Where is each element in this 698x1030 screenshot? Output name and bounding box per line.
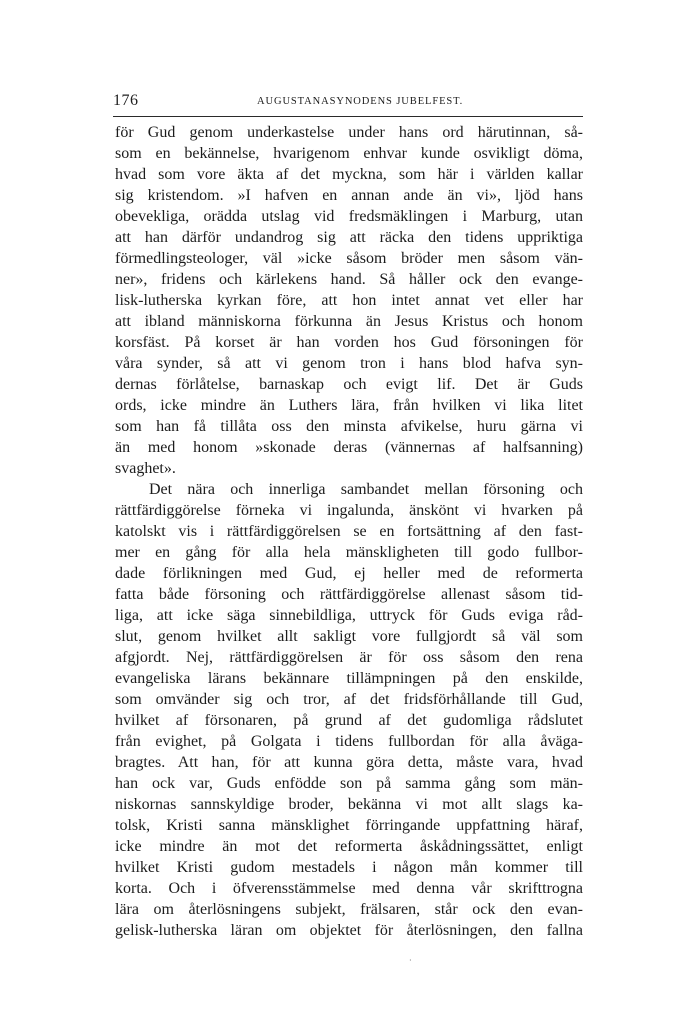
text-line: dade förlikningen med Gud, ej heller med de reformerta [115, 565, 583, 582]
text-line: katolskt vis i rättfärdiggörelsen se en fortsättning af den fast- [115, 523, 583, 540]
text-line: förmedlingsteologer, väl »icke såsom bröder men såsom vän- [115, 250, 583, 267]
text-line: dernas förlåtelse, barnaskap och evigt lif. Det är Guds [115, 376, 583, 393]
text-line: ner», fridens och kärlekens hand. Så håller ock den evange- [115, 271, 583, 288]
text-line: slut, genom hvilket allt sakligt vore fullgjordt så väl som [115, 628, 583, 645]
text-line: att ibland människorna förkunna än Jesus Kristus och honom [115, 313, 583, 330]
text-line: obevekliga, orädda utslag vid fredsmäklingen i Marburg, utan [115, 208, 583, 225]
text-line: att han därför undandrog sig att räcka den tidens uppriktiga [115, 229, 583, 246]
text-line: han ock var, Guds enfödde son på samma gång som män- [115, 775, 583, 792]
text-line: liga, att icke säga sinnebildliga, uttryck för Guds eviga råd- [115, 607, 583, 624]
text-line: som en bekännelse, hvarigenom enhvar kunde osvikligt döma, [115, 145, 583, 162]
text-line: bragtes. Att han, för att kunna göra detta, måste vara, hvad [115, 754, 583, 771]
text-line: svaghet». [115, 460, 176, 477]
text-line: korta. Och i öfverensstämmelse med denna vår skrifttrogna [115, 880, 583, 897]
text-line: än med honom »skonade deras (vännernas af halfsanning) [115, 439, 583, 456]
text-line: sig kristendom. »I hafven en annan ande än vi», ljöd hans [115, 187, 583, 204]
printer-mark: · [409, 956, 412, 965]
text-line: afgjordt. Nej, rättfärdiggörelsen är för oss såsom den rena [115, 649, 583, 666]
text-line: icke mindre än mot det reformerta åskådningssättet, enligt [115, 838, 583, 855]
page-number: 176 [113, 92, 139, 109]
text-line: för Gud genom underkastelse under hans ord härutinnan, så- [115, 124, 583, 141]
text-line: ords, icke mindre än Luthers lära, från hvilken vi lika litet [115, 397, 583, 414]
text-line: Det nära och innerliga sambandet mellan försoning och [149, 481, 583, 498]
text-line: hvilket Kristi gudom mestadels i någon mån kommer till [115, 859, 583, 876]
text-line: tolsk, Kristi sanna mänsklighet förringande uppfattning häraf, [115, 817, 583, 834]
text-line: evangeliska lärans bekännare tillämpningen på den enskilde, [115, 670, 583, 687]
running-head [113, 92, 583, 114]
text-line: lära om återlösningens subjekt, frälsaren, står ock den evan- [115, 901, 583, 918]
text-line: hvad som vore äkta af det myckna, som här i världen kallar [115, 166, 583, 183]
running-title: AUGUSTANASYNODENS JUBELFEST. [257, 96, 464, 107]
text-line: rättfärdiggörelse förneka vi ingalunda, änskönt vi hvarken på [115, 502, 583, 519]
body-text [115, 122, 583, 941]
text-line: gelisk-lutherska läran om objektet för återlösningen, den fallna [115, 922, 583, 939]
text-line: mer en gång för alla hela mänskligheten till godo fullbor- [115, 544, 583, 561]
text-line: korsfäst. På korset är han vorden hos Gud försoningen för [115, 334, 583, 351]
text-line: niskornas sannskyldige broder, bekänna vi mot allt slags ka- [115, 796, 583, 813]
text-line: fatta både försoning och rättfärdiggörelse allenast såsom tid- [115, 586, 583, 603]
text-line: våra synder, så att vi genom tron i hans blod hafva syn- [115, 355, 583, 372]
text-line: lisk-lutherska kyrkan före, att hon intet annat vet eller har [115, 292, 583, 309]
text-line: hvilket af försonaren, på grund af det gudomliga rådslutet [115, 712, 583, 729]
text-line: som omvänder sig och tror, af det fridsförhållande till Gud, [115, 691, 583, 708]
header-rule [113, 116, 583, 117]
text-line: från evighet, på Golgata i tidens fullbordan för alla åväga- [115, 733, 583, 750]
text-line: som han få tillåta oss den minsta afvikelse, huru gärna vi [115, 418, 583, 435]
